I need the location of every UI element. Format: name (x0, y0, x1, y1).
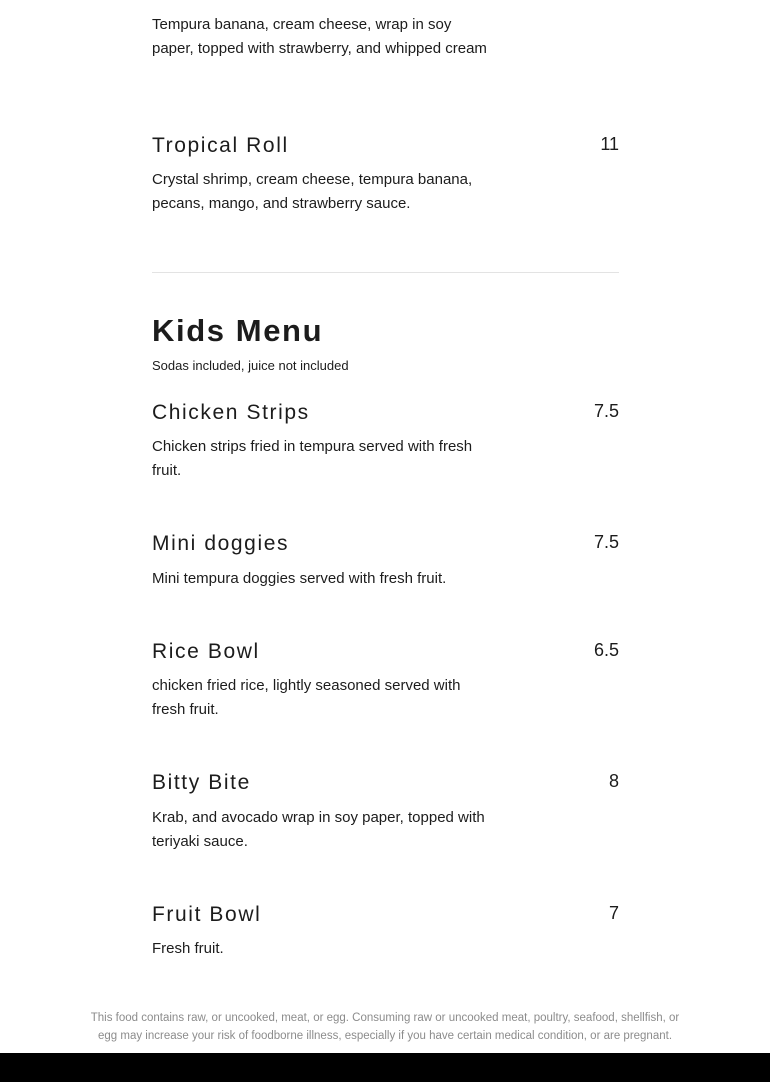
food-safety-disclaimer: This food contains raw, or uncooked, meat, or egg. Consuming raw or uncooked meat, poultry, seafood, shellfish, or egg may increase your risk of foodborne illness, especially if you have certain medical condition, or are pregnant. (90, 1012, 680, 1042)
item-name: Mini doggies (152, 532, 290, 555)
menu-item-mini-doggies (152, 531, 619, 591)
item-price: 11 (600, 134, 619, 154)
item-name: Tropical Roll (152, 134, 289, 157)
menu-item-bitty-bite (152, 770, 619, 854)
item-description: Krab, and avocado wrap in soy paper, topped with teriyaki sauce. (152, 809, 485, 850)
section-title: Kids Menu (152, 313, 324, 348)
item-name: Rice Bowl (152, 640, 260, 663)
bottom-bar (0, 1053, 770, 1082)
item-name: Fruit Bowl (152, 903, 262, 926)
menu-item-tropical-roll (152, 133, 619, 216)
menu-item-fruit-bowl (152, 902, 619, 961)
item-price: 7 (608, 903, 619, 923)
item-description: Fresh fruit. (152, 940, 224, 957)
item-description: chicken fried rice, lightly seasoned served with fresh fruit. (152, 677, 461, 718)
section-divider (152, 272, 619, 273)
section-note: Sodas included, juice not included (152, 358, 349, 373)
item-name: Chicken Strips (152, 401, 310, 424)
item-price: 6.5 (593, 640, 619, 660)
item-description: Mini tempura doggies served with fresh fruit. (152, 570, 447, 587)
menu-item-chicken-strips (152, 400, 619, 483)
item-description: Chicken strips fried in tempura served with fresh fruit. (152, 438, 473, 479)
menu-item-previous (152, 13, 619, 61)
item-description: Crystal shrimp, cream cheese, tempura banana, pecans, mango, and strawberry sauce. (152, 171, 473, 212)
item-name: Bitty Bite (152, 771, 251, 794)
menu-item-rice-bowl (152, 639, 619, 722)
item-price: 7.5 (593, 401, 619, 421)
item-price: 8 (608, 771, 619, 791)
item-description: Tempura banana, cream cheese, wrap in soy paper, topped with strawberry, and whipped cream (152, 16, 487, 57)
item-price: 7.5 (593, 532, 619, 552)
